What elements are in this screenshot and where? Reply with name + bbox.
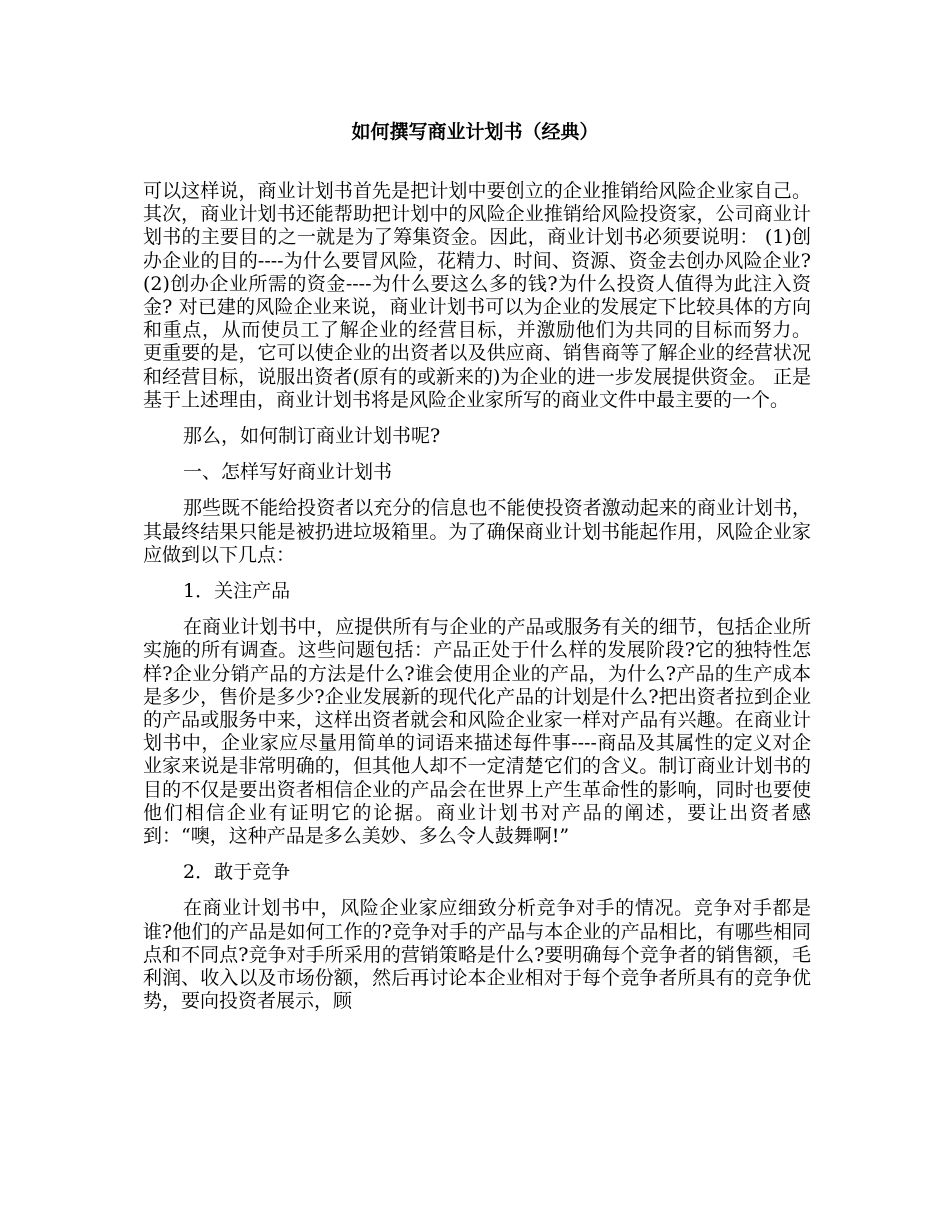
- paragraph-compete: 在商业计划书中，风险企业家应细致分析竞争对手的情况。竞争对手都是谁?他们的产品是如何工作的?竞争对手的产品与本企业的产品相比，有哪些相同点和不同点?竞争对手所采用的营销策略是什么?要明确每个竞争者的销售额，毛利润、收入以及市场份额，然后再讨论本企业相对于每个竞争者所具有的竞争优势，要向投资者展示，顾: [143, 897, 811, 1013]
- subheading-compete: 2．敢于竞争: [183, 861, 291, 884]
- document-title: 如何撰写商业计划书（经典）: [351, 121, 599, 143]
- paragraph-focus-product: 在商业计划书中，应提供所有与企业的产品或服务有关的细节，包括企业所实施的所有调查。这些问题包括：产品正处于什么样的发展阶段?它的独特性怎样?企业分销产品的方法是什么?谁会使用企业的产品，为什么?产品的生产成本是多少，售价是多少?企业发展新的现代化产品的计划是什么?把出资者拉到企业的产品或服务中来，这样出资者就会和风险企业家一样对产品有兴趣。在商业计划书中，企业家应尽量用简单的词语来描述每件事----商品及其属性的定义对企业家来说是非常明确的，但其他人却不一定清楚它们的含义。制订商业计划书的目的不仅是要出资者相信企业的产品会在世界上产生革命性的影响，同时也要使他们相信企业有证明它的论据。商业计划书对产品的阐述，要让出资者感到：“噢，这种产品是多么美妙、多么令人鼓舞啊!”: [143, 616, 811, 848]
- section-heading-1: 一、怎样写好商业计划书: [183, 461, 393, 484]
- paragraph-section-1: 那些既不能给投资者以充分的信息也不能使投资者激动起来的商业计划书，其最终结果只能是被扔进垃圾箱里。为了确保商业计划书能起作用，风险企业家应做到以下几点：: [143, 497, 811, 566]
- paragraph-intro: 可以这样说，商业计划书首先是把计划中要创立的企业推销给风险企业家自己。 其次，商业计划书还能帮助把计划中的风险企业推销给风险投资家，公司商业计划书的主要目的之一就是为了筹集资金。因此，商业计划书必须要说明： (1)创办企业的目的----为什么要冒风险，花精力、时间、资源、资金去创办风险企业? (2)创办企业所需的资金----为什么要这么多的钱?为什么投资人值得为此注入资金? 对已建的风险企业来说，商业计划书可以为企业的发展定下比较具体的方向和重点，从而使员工了解企业的经营目标，并激励他们为共同的目标而努力。 更重要的是，它可以使企业的出资者以及供应商、销售商等了解企业的经营状况和经营目标，说服出资者(原有的或新来的)为企业的进一步发展提供资金。 正是基于上述理由，商业计划书将是风险企业家所写的商业文件中最主要的一个。: [143, 180, 811, 411]
- paragraph-question: 那么，如何制订商业计划书呢?: [183, 425, 441, 448]
- document-body: [143, 180, 811, 1027]
- subheading-focus-product: 1．关注产品: [183, 580, 291, 603]
